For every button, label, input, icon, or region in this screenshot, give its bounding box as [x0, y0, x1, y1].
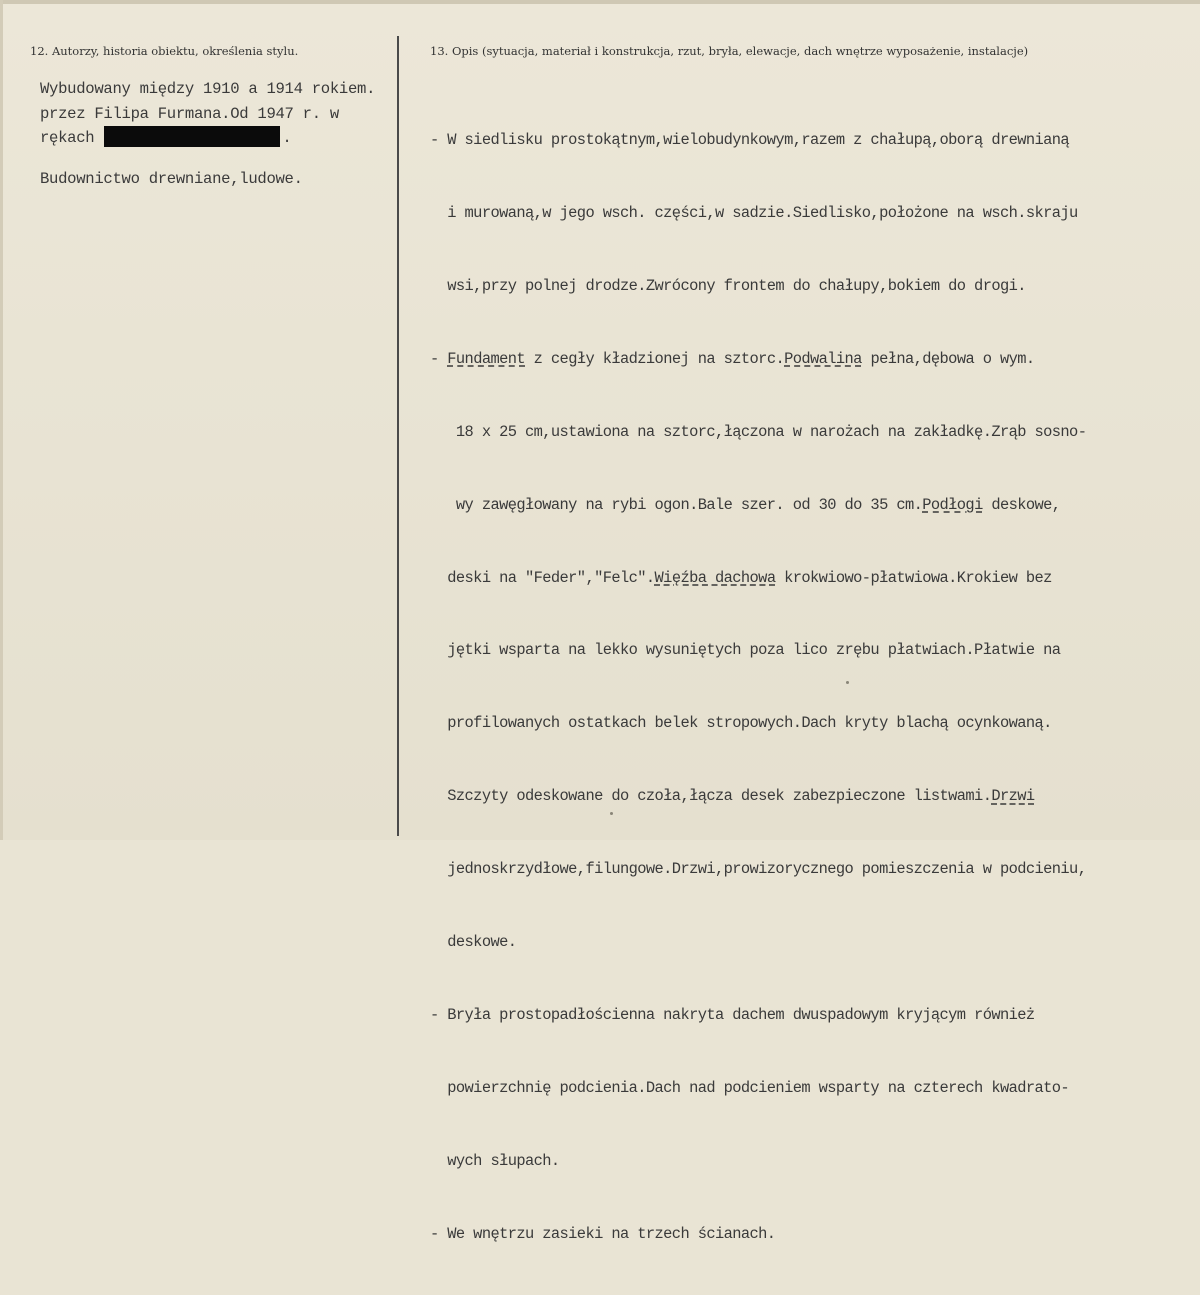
history-line	[40, 126, 291, 150]
description-block	[430, 79, 1086, 1295]
description-line: - W siedlisku prostokątnym,wielobudynkowym,razem z chałupą,oborą drewnianą	[430, 130, 1070, 149]
term-podlogi: Podłogi	[922, 495, 983, 514]
history-text: rękach	[40, 129, 95, 147]
description-line	[430, 493, 1086, 517]
description-text: z cegły kładzionej na sztorc.	[525, 349, 785, 368]
description-line: powierzchnię podcienia.Dach nad podcieniem wsparty na czterech kwadrato-	[430, 1079, 1070, 1098]
description-line: wych słupach.	[430, 1152, 560, 1171]
description-line: wsi,przy polnej drodze.Zwrócony frontem do chałupy,bokiem do drogi.	[430, 276, 1026, 295]
description-text: deski na "Feder","Felc".	[430, 568, 655, 587]
column-divider	[397, 36, 399, 836]
description-line: jednoskrzydłowe,filungowe.Drzwi,prowizorycznego pomieszczenia w podcieniu,	[430, 860, 1087, 879]
description-line: 18 x 25 cm,ustawiona na sztorc,łączona w narożach na zakładkę.Zrąb sosno-	[430, 422, 1087, 441]
description-line: profilowanych ostatkach belek stropowych.Dach kryty blachą ocynkowaną.	[430, 714, 1052, 733]
description-text: krokwiowo-płatwiowa.Krokiew bez	[775, 568, 1052, 587]
paper-speck	[610, 812, 613, 815]
description-text: Szczyty odeskowane do czoła,łącza desek zabezpieczone listwami.	[430, 787, 992, 806]
description-line: - Bryła prostopadłościenna nakryta dachem dwuspadowym kryjącym również	[430, 1006, 1035, 1025]
description-line	[430, 566, 1086, 590]
term-podwalina: Podwalina	[784, 349, 862, 368]
description-line	[430, 347, 1086, 371]
scan-edge-left	[0, 0, 3, 840]
description-line: i murowaną,w jego wsch. części,w sadzie.Siedlisko,położone na wsch.skraju	[430, 203, 1078, 222]
term-drzwi: Drzwi	[991, 787, 1035, 806]
style-line: Budownictwo drewniane,ludowe.	[40, 170, 303, 188]
description-line: - We wnętrzu zasieki na trzech ścianach.	[430, 1225, 776, 1244]
description-line: deskowe.	[430, 933, 517, 952]
section-13-header: 13. Opis (sytuacja, materiał i konstrukcja, rzut, bryła, elewacje, dach wnętrze wyposażenie, instalacje)	[430, 44, 1029, 58]
section-12-header: 12. Autorzy, historia obiektu, określenia stylu.	[30, 44, 299, 58]
history-text: .	[282, 129, 292, 147]
description-line	[430, 784, 1086, 808]
scan-edge-top	[0, 0, 1200, 4]
description-text: wy zawęgłowany na rybi ogon.Bale szer. od 30 do 35 cm.	[430, 495, 923, 514]
description-text: -	[430, 349, 448, 368]
paper-speck	[846, 681, 849, 684]
description-text: pełna,dębowa o wym.	[861, 349, 1035, 368]
description-line: jętki wsparta na lekko wysuniętych poza lico zrębu płatwiach.Płatwie na	[430, 641, 1061, 660]
redaction-bar	[104, 126, 280, 147]
history-line: przez Filipa Furmana.Od 1947 r. w	[40, 105, 339, 123]
term-fundament: Fundament	[447, 349, 526, 368]
history-line: Wybudowany między 1910 a 1914 rokiem.	[40, 80, 376, 98]
term-wiezba: Więźba dachowa	[654, 568, 776, 587]
description-text: deskowe,	[982, 495, 1061, 514]
